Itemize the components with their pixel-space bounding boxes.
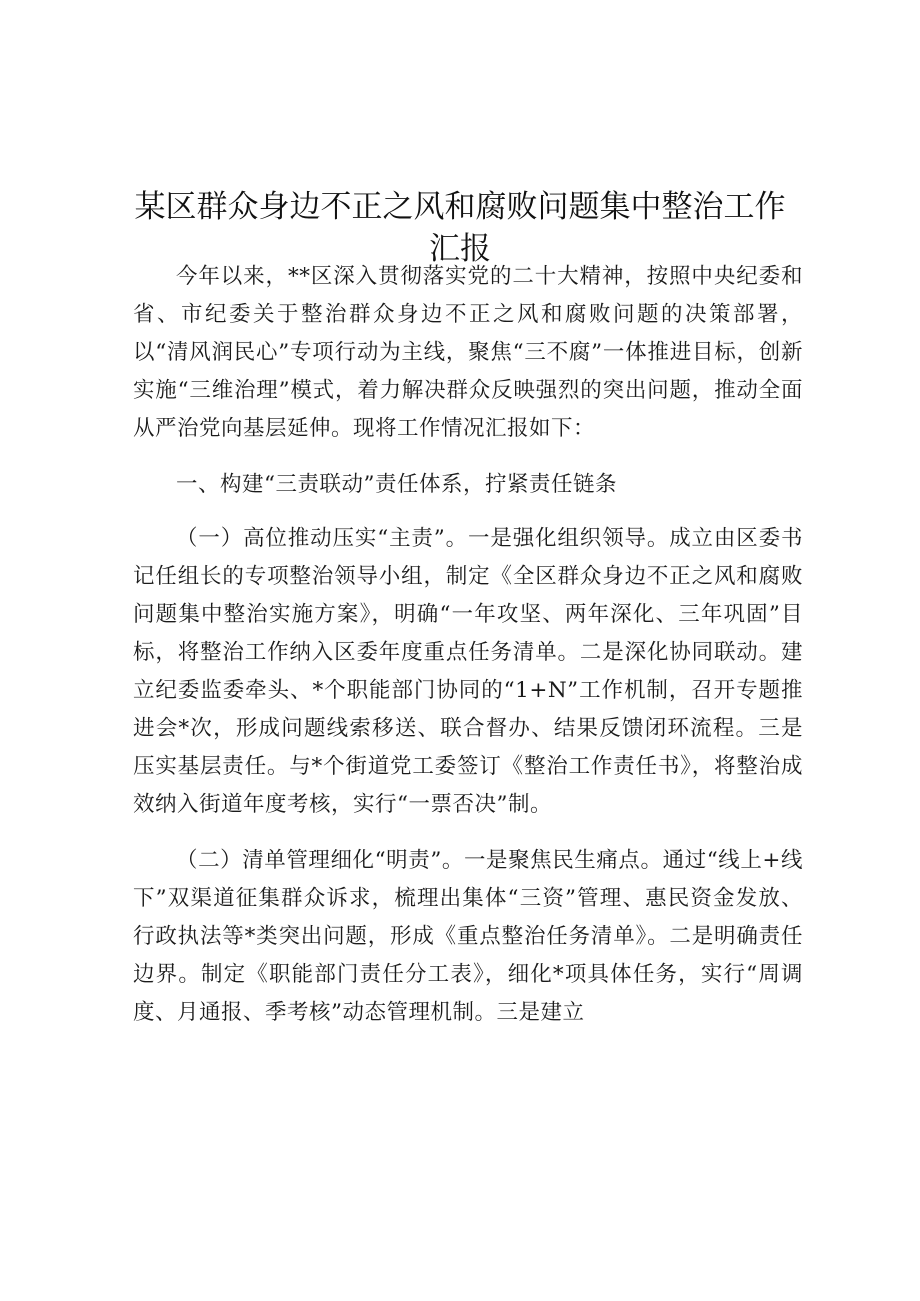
document-title: 某区群众身边不正之风和腐败问题集中整治工作汇报	[134, 188, 786, 267]
document-body	[133, 258, 803, 1032]
subsection-paragraph-1: （一）高位推动压实“主责”。一是强化组织领导。成立由区委书记任组长的专项整治领导小组，制定《全区群众身边不正之风和腐败问题集中整治实施方案》，明确“一年攻坚、两年深化、三年巩固”目标，将整治工作纳入区委年度重点任务清单。二是深化协同联动。建立纪委监委牵头、*个职能部门协同的“1+N”工作机制，召开专题推进会*次，形成问题线索移送、联合督办、结果反馈闭环流程。三是压实基层责任。与*个街道党工委签订《整治工作责任书》，将整治成效纳入街道年度考核，实行“一票否决”制。	[133, 526, 803, 817]
intro-paragraph: 今年以来，**区深入贯彻落实党的二十大精神，按照中央纪委和省、市纪委关于整治群众身边不正之风和腐败问题的决策部署，以“清风润民心”专项行动为主线，聚焦“三不腐”一体推进目标，创新实施“三维治理”模式，着力解决群众反映强烈的突出问题，推动全面从严治党向基层延伸。现将工作情况汇报如下：	[133, 264, 803, 441]
section-heading-1: 一、构建“三责联动”责任体系，拧紧责任链条	[176, 472, 617, 497]
subsection-paragraph-2: （二）清单管理细化“明责”。一是聚焦民生痛点。通过“线上+线下”双渠道征集群众诉求，梳理出集体“三资”管理、惠民资金发放、行政执法等*类突出问题，形成《重点整治任务清单》。二是明确责任边界。制定《职能部门责任分工表》，细化*项具体任务，实行“周调度、月通报、季考核”动态管理机制。三是建立	[133, 848, 803, 1025]
